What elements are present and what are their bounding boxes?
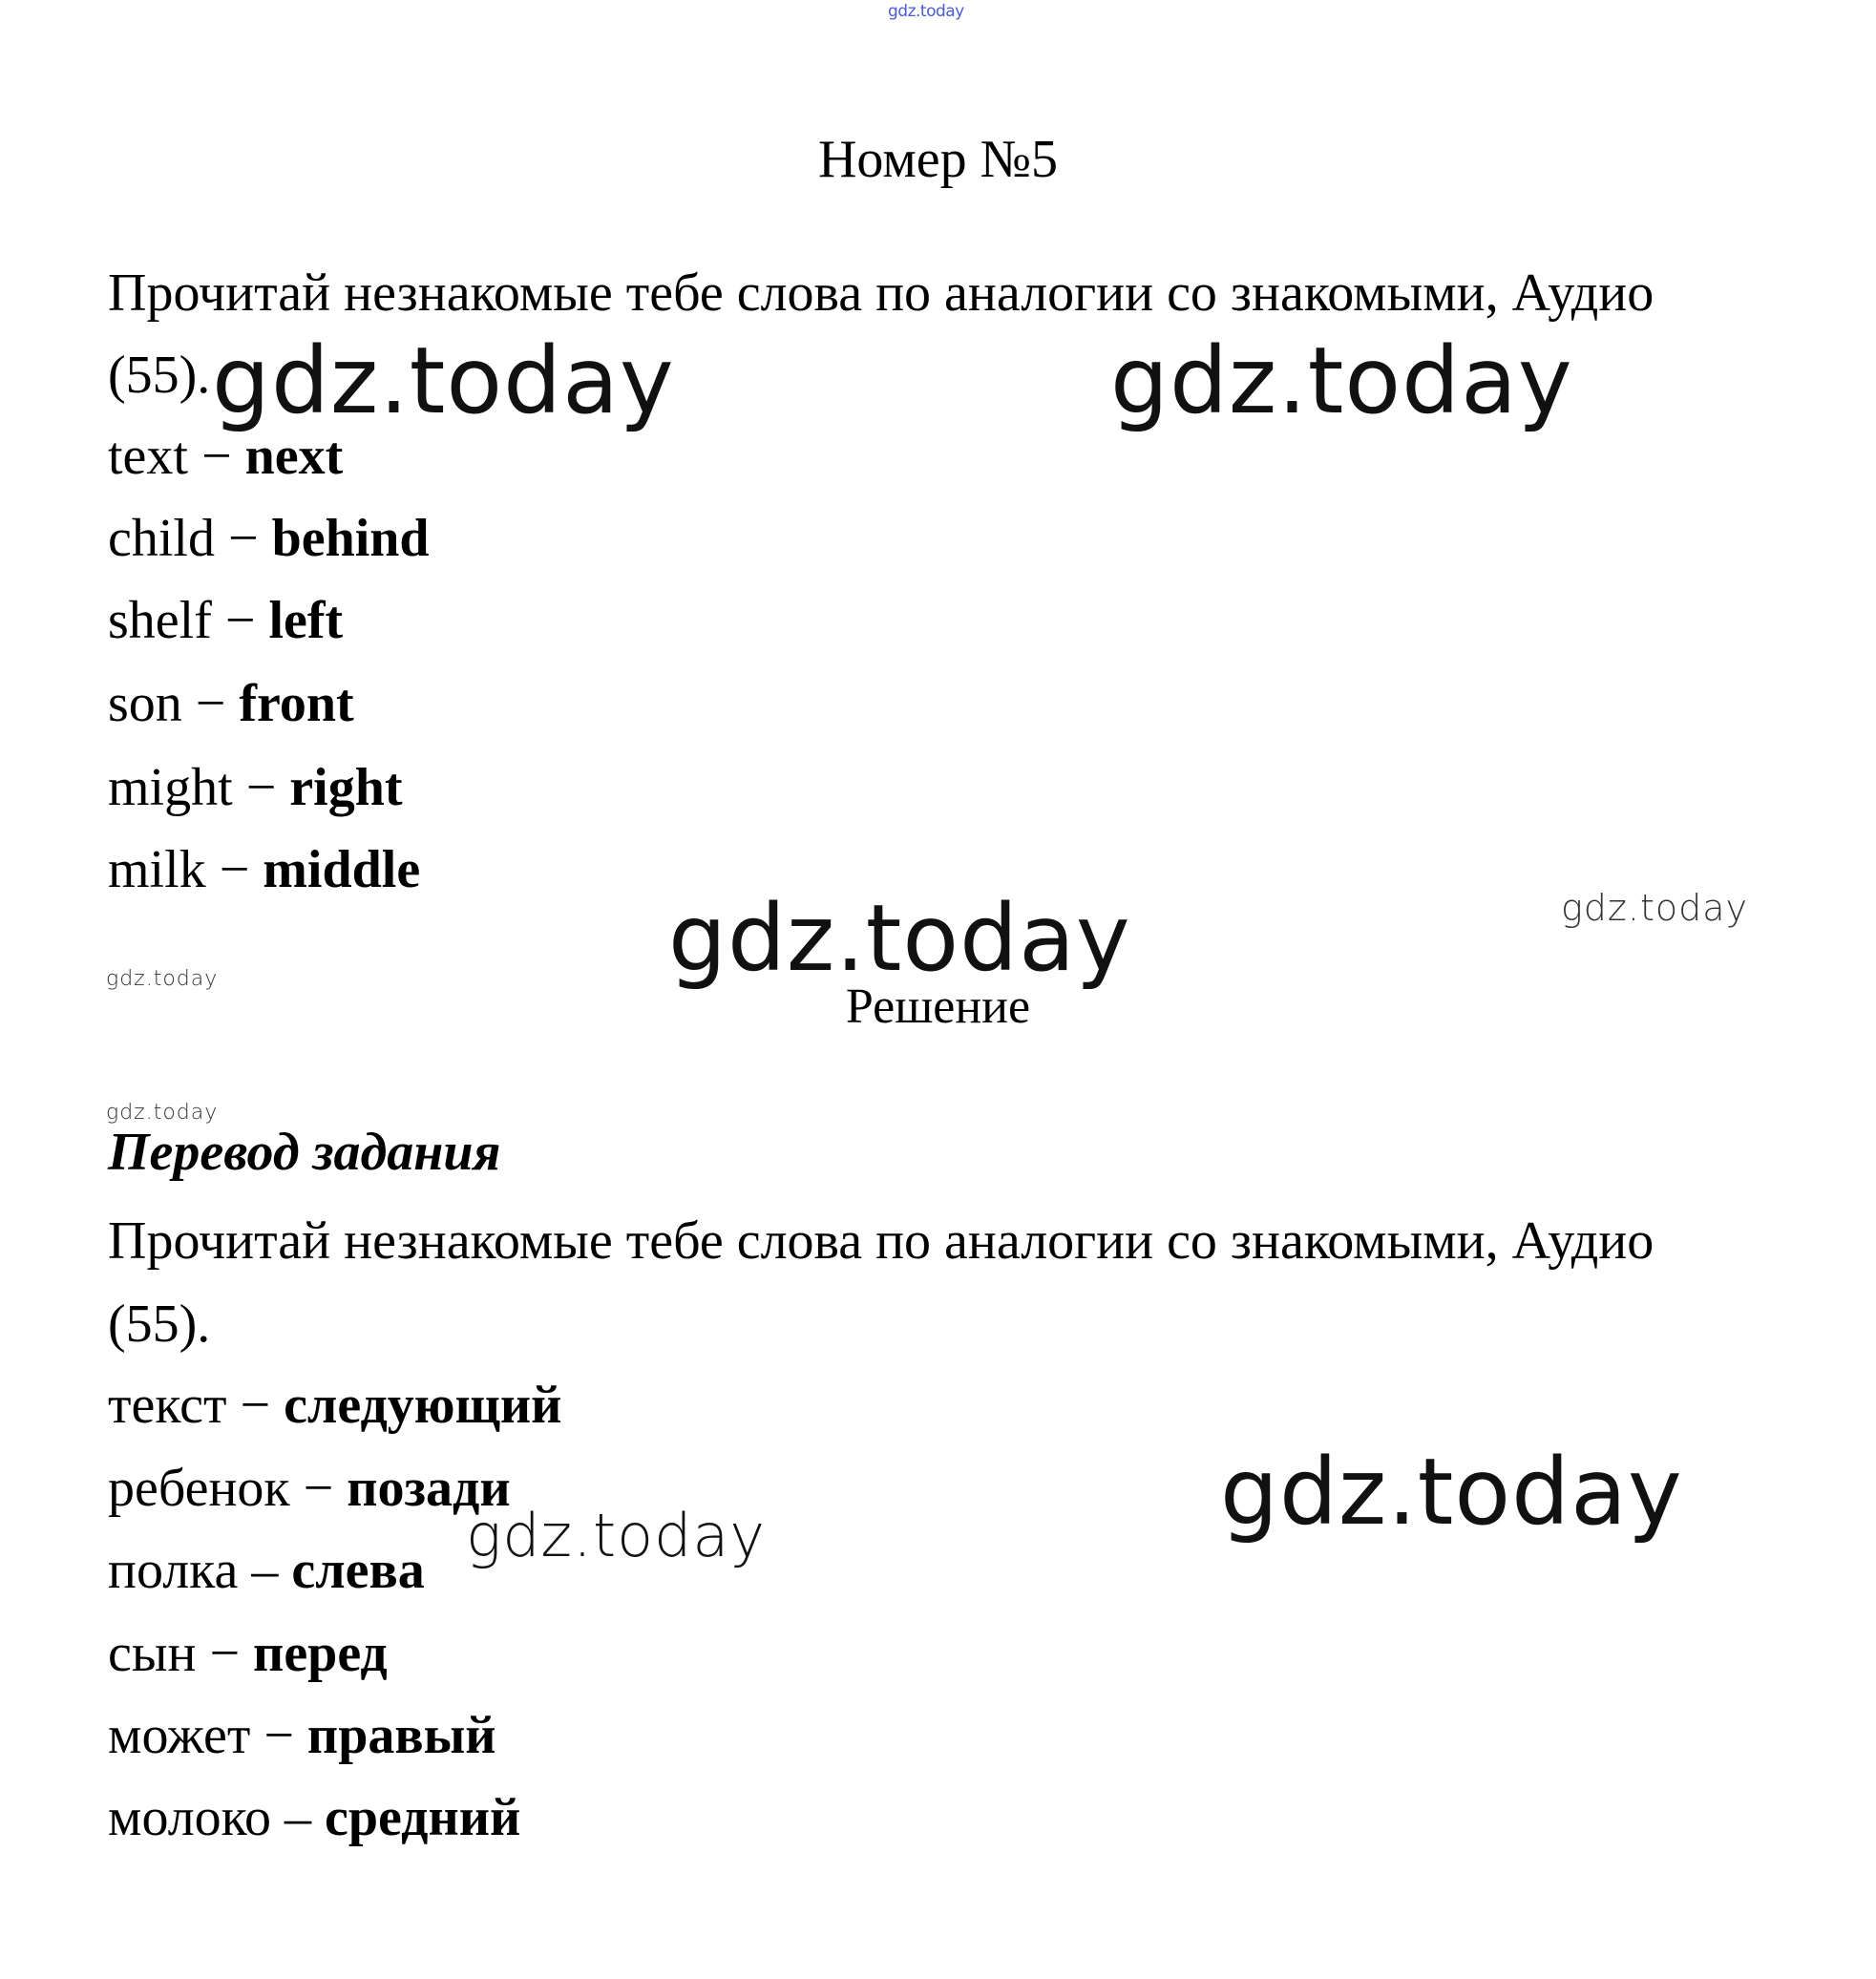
pair-sep: −: [232, 758, 290, 817]
pair-sep: −: [196, 1624, 254, 1683]
pair-word: might: [108, 758, 233, 817]
pair-sep: −: [181, 674, 240, 733]
watermark-5: gdz.today: [106, 967, 219, 991]
pair-sep: −: [226, 1376, 285, 1435]
pair-sep: –: [238, 1541, 292, 1600]
watermark-1: gdz.today: [212, 327, 675, 434]
watermark-2: gdz.today: [1110, 327, 1573, 434]
pair-answer: следующий: [284, 1376, 562, 1435]
pair-sep: −: [289, 1459, 348, 1518]
pair-sep: −: [214, 509, 272, 568]
pair-answer: middle: [263, 840, 421, 899]
pair-word: son: [108, 674, 182, 733]
pair-ru-1: [108, 1372, 561, 1439]
pair-answer: слева: [291, 1541, 425, 1600]
task-line-2: (55).: [108, 346, 211, 405]
pair-word: child: [108, 509, 215, 568]
pair-sep: –: [271, 1788, 326, 1847]
pair-ru-3: [108, 1537, 425, 1604]
pair-word: ребенок: [108, 1459, 290, 1518]
pair-en-2: [108, 505, 430, 572]
pair-word: milk: [108, 840, 206, 899]
pair-answer: средний: [325, 1788, 521, 1847]
pair-answer: перед: [253, 1624, 388, 1683]
pair-ru-6: [108, 1784, 520, 1851]
pair-word: shelf: [108, 591, 212, 650]
translation-heading: Перевод задания: [108, 1123, 501, 1182]
pair-en-6: [108, 836, 420, 903]
pair-word: может: [108, 1706, 251, 1765]
watermark-4: gdz.today: [1561, 887, 1748, 929]
pair-ru-5: [108, 1702, 496, 1769]
pair-answer: left: [268, 591, 344, 650]
pair-en-3: [108, 587, 343, 654]
solution-label: Решение: [845, 979, 1031, 1034]
pair-answer: right: [289, 758, 403, 817]
page-title: Номер №5: [817, 130, 1059, 189]
pair-answer: next: [244, 427, 344, 486]
pair-en-4: [108, 670, 354, 737]
pair-sep: −: [211, 591, 269, 650]
pair-word: молоко: [108, 1788, 272, 1847]
task-line-1: Прочитай незнакомые тебе слова по аналогии со знакомыми, Аудио: [108, 263, 1655, 323]
pair-answer: позади: [347, 1459, 511, 1518]
pair-word: сын: [108, 1624, 197, 1683]
watermark-7: gdz.today: [1220, 1439, 1683, 1546]
translation-line-2: (55).: [108, 1295, 211, 1354]
pair-en-5: [108, 754, 403, 821]
pair-sep: −: [205, 840, 263, 899]
watermark-8: gdz.today: [466, 1501, 767, 1570]
pair-answer: behind: [271, 509, 430, 568]
watermark-6: gdz.today: [106, 1101, 219, 1125]
pair-ru-2: [108, 1455, 511, 1522]
watermark-3: gdz.today: [668, 885, 1131, 992]
pair-answer: правый: [306, 1706, 496, 1765]
pair-word: текст: [108, 1376, 227, 1435]
pair-answer: front: [239, 674, 354, 733]
translation-line-1: Прочитай незнакомые тебе слова по аналогии со знакомыми, Аудио: [108, 1211, 1655, 1271]
pair-word: text: [108, 427, 188, 486]
pair-word: полка: [108, 1541, 239, 1600]
watermark-top: gdz.today: [888, 2, 964, 21]
pair-ru-4: [108, 1620, 388, 1687]
pair-sep: −: [250, 1706, 307, 1765]
pair-sep: −: [187, 427, 245, 486]
